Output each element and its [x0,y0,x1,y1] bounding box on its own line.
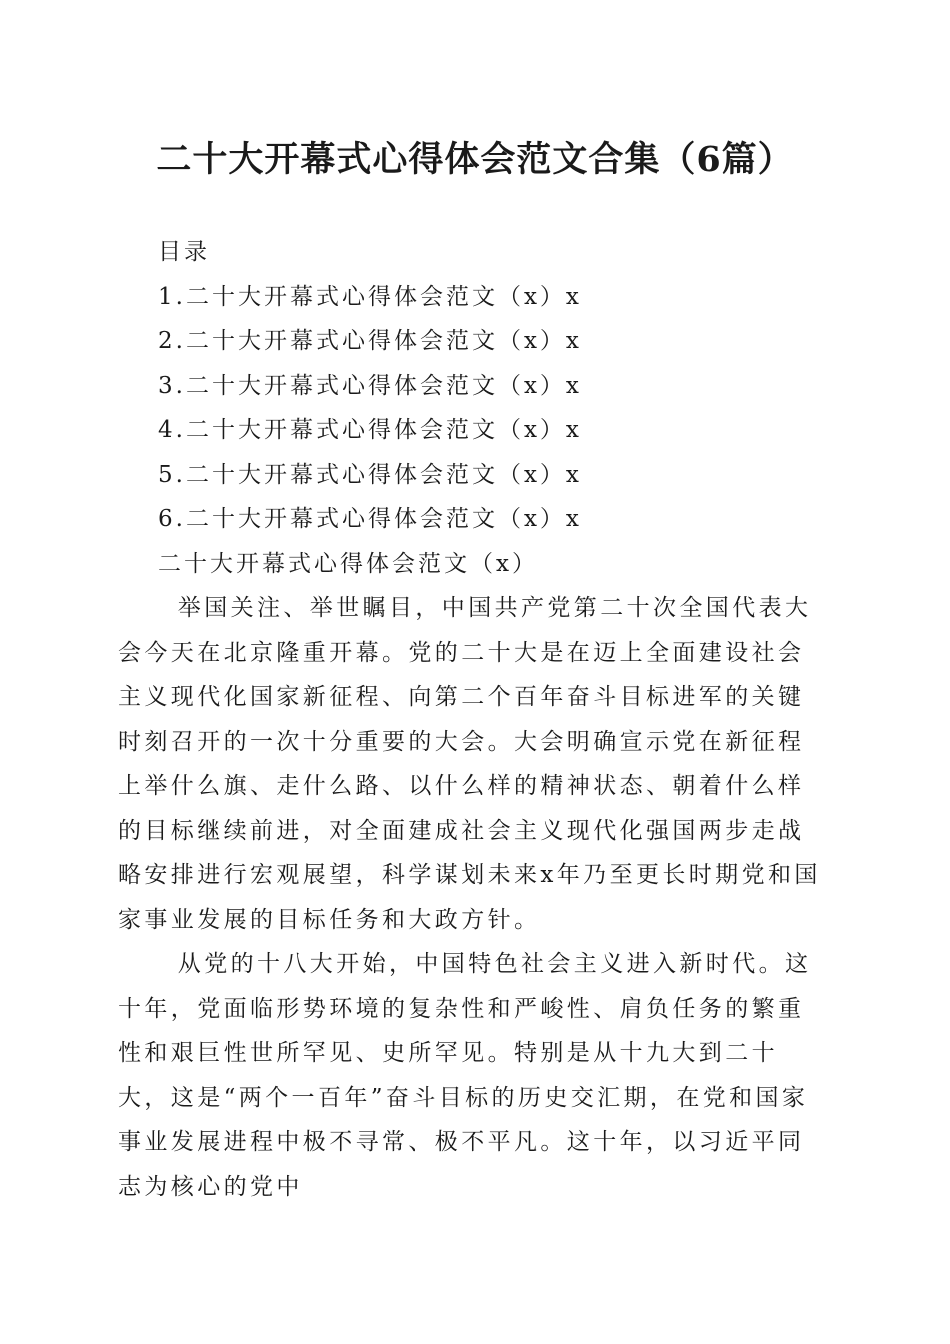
table-of-contents [158,230,858,586]
toc-item: 4.二十大开幕式心得体会范文（x）x [158,417,582,443]
paragraph: 举国关注、举世瞩目，中国共产党第二十次全国代表大会今天在北京隆重开幕。党的二十大是在迈上全面建设社会主义现代化国家新征程、向第二个百年奋斗目标进军的关键时刻召开的一次十分重要的大会。大会明确宣示党在新征程上举什么旗、走什么路、以什么样的精神状态、朝着什么样的目标继续前进，对全面建成社会主义现代化强国两步走战略安排进行宏观展望，科学谋划未来x年乃至更长时期党和国家事业发展的目标任务和大政方针。 [118,595,821,933]
body-text [118,586,830,1209]
toc-item: 6.二十大开幕式心得体会范文（x）x [158,506,582,532]
paragraph: 从党的十八大开始，中国特色社会主义进入新时代。这十年，党面临形势环境的复杂性和严峻性、肩负任务的繁重性和艰巨性世所罕见、史所罕见。特别是从十九大到二十大，这是“两个一百年”奋斗目标的历史交汇期，在党和国家事业发展进程中极不寻常、极不平凡。这十年，以习近平同志为核心的党中 [118,951,812,1200]
toc-item: 3.二十大开幕式心得体会范文（x）x [158,372,582,399]
toc-heading: 目录 [158,239,210,265]
document-title: 二十大开幕式心得体会范文合集（6篇） [156,139,794,180]
toc-item: 5.二十大开幕式心得体会范文（x）x [158,461,582,488]
section-heading: 二十大开幕式心得体会范文（x） [158,550,538,577]
toc-item: 1.二十大开幕式心得体会范文（x）x [158,283,582,310]
toc-item: 2.二十大开幕式心得体会范文（x）x [158,328,582,354]
